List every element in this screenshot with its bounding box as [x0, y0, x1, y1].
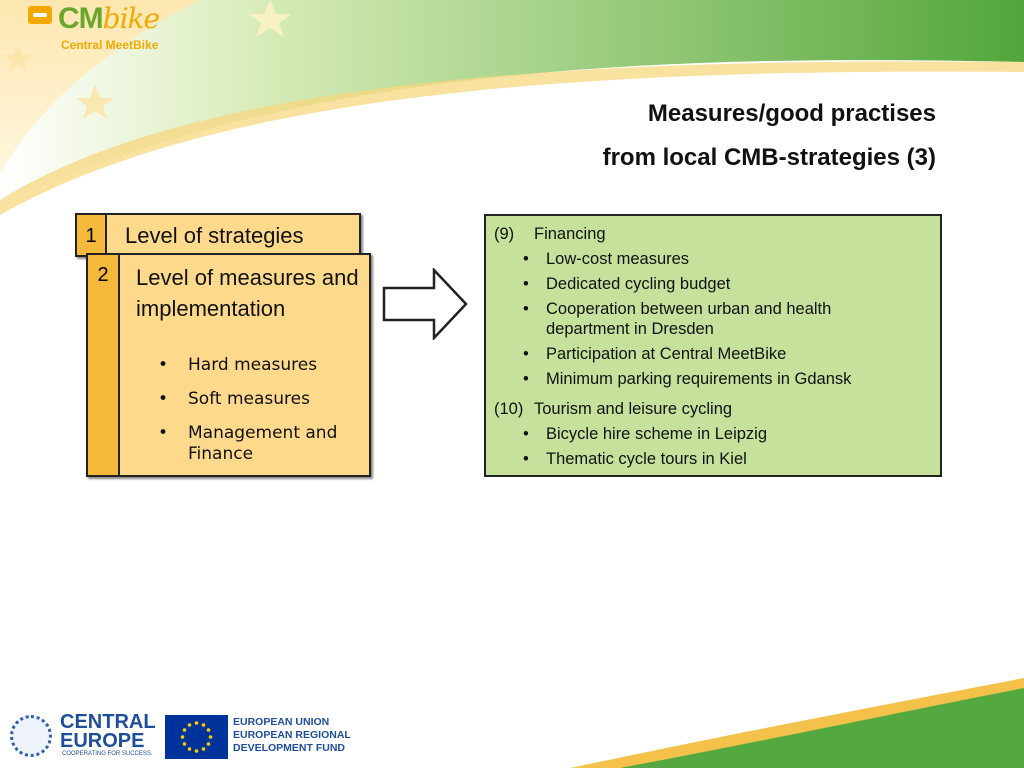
level-1-number: 1: [77, 215, 107, 255]
list-item: • Bicycle hire scheme in Leipzig: [521, 424, 767, 444]
list-item: • Dedicated cycling budget: [521, 274, 916, 294]
section-heading-tourism: (10) Tourism and leisure cycling: [494, 400, 733, 418]
logo-wordmark: CMbike: [58, 2, 160, 35]
tourism-list: [521, 424, 767, 474]
central-europe-tagline: COOPERATING FOR SUCCESS.: [62, 751, 153, 757]
list-item: • Low-cost measures: [521, 249, 916, 269]
level-1-label: Level of strategies: [125, 223, 304, 248]
eu-fund-text: EUROPEAN UNION EUROPEAN REGIONAL DEVELOPMENT FUND: [233, 716, 351, 754]
level-2-label: Level of measures and implementation: [136, 265, 359, 321]
level-1-box: [75, 213, 361, 257]
slide-title-line1: Measures/good practises: [647, 100, 936, 127]
list-item: • Hard measures: [158, 355, 369, 376]
list-item: • Participation at Central MeetBike: [521, 344, 916, 364]
section-heading-financing: (9) Financing: [494, 225, 606, 243]
slide-title-line2: from local CMB-strategies (3): [602, 144, 936, 171]
financing-list: [521, 249, 916, 394]
list-item: • Thematic cycle tours in Kiel: [521, 449, 767, 469]
list-item: • Minimum parking requirements in Gdansk: [521, 369, 916, 389]
central-europe-emblem-icon: [10, 715, 52, 757]
logo-subtitle: Central MeetBike: [61, 38, 159, 52]
list-item: • Soft measures: [158, 389, 369, 410]
right-arrow-icon: [382, 268, 470, 340]
level-2-box: [86, 253, 371, 477]
eu-flag-icon: [165, 715, 228, 759]
measures-box: [484, 214, 942, 477]
level-2-measures-list: [158, 355, 369, 478]
list-item: • Cooperation between urban and health department in Dresden: [521, 299, 916, 339]
level-2-number: 2: [88, 255, 120, 475]
list-item: • Management and Finance: [158, 423, 369, 465]
central-europe-logo: CENTRAL EUROPE: [60, 711, 156, 752]
bike-icon: [28, 6, 52, 24]
